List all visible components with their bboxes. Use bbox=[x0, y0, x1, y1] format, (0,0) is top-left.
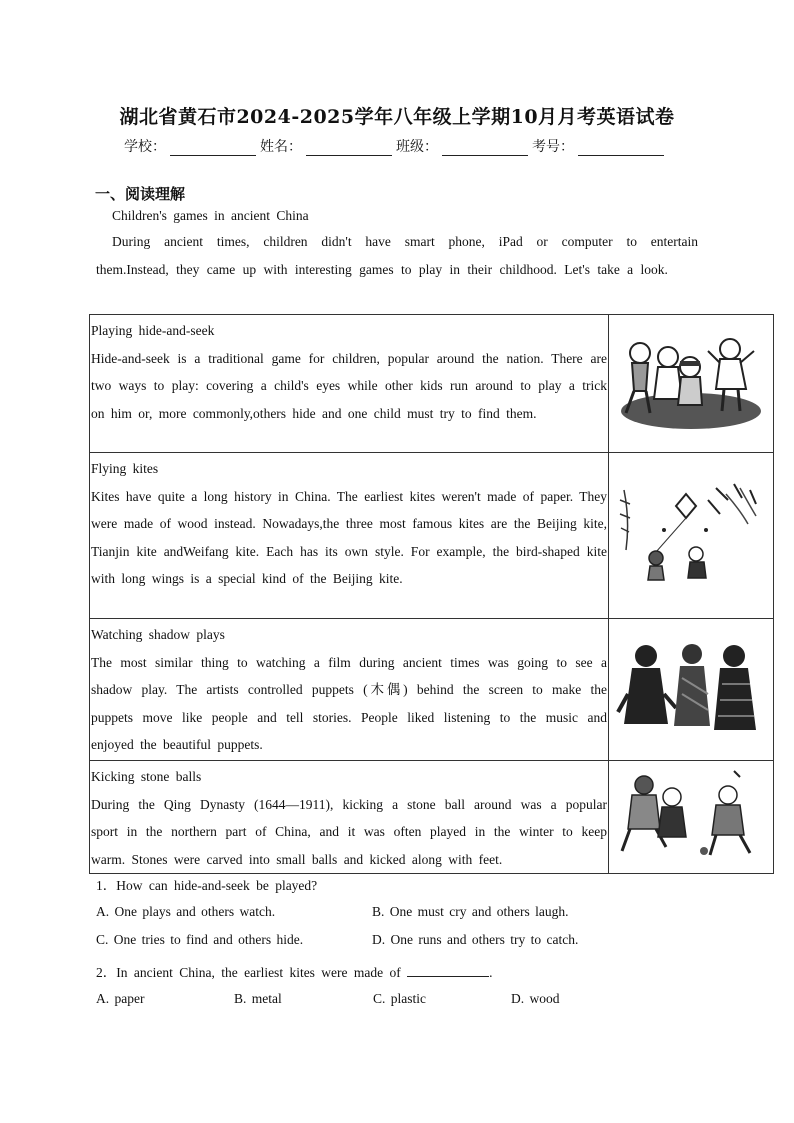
row-image-cell bbox=[609, 315, 774, 453]
answer-blank[interactable] bbox=[407, 964, 489, 977]
reading-table bbox=[89, 314, 774, 874]
question-1-option-a[interactable]: A. One plays and others watch. bbox=[96, 904, 276, 919]
question-1-option-d[interactable]: D. One runs and others try to catch. bbox=[372, 932, 579, 947]
question-2-stem bbox=[96, 961, 493, 981]
question-2-option-a[interactable]: A. paper bbox=[96, 991, 145, 1006]
row-heading: Flying kites bbox=[91, 461, 159, 476]
shadow-puppets-icon bbox=[609, 619, 773, 759]
row-body: During the Qing Dynasty (1644—1911), kicking a stone ball around was a popular sport in the northern part of China, and it was often played in the winter to keep warm. Stones were carved into small balls and kicked along with feet. bbox=[91, 796, 607, 867]
name-label: 姓名： bbox=[260, 139, 302, 155]
student-info-line bbox=[124, 136, 668, 156]
row-heading: Playing hide-and-seek bbox=[91, 323, 215, 338]
exam-title: 湖北省黄石市2024-2025学年八年级上学期10月月考英语试卷 bbox=[119, 106, 675, 128]
class-blank[interactable] bbox=[442, 141, 528, 156]
number-label: 考号： bbox=[532, 139, 574, 155]
class-label: 班级： bbox=[396, 139, 438, 155]
question-2-option-d[interactable]: D. wood bbox=[511, 991, 560, 1006]
name-blank[interactable] bbox=[306, 141, 392, 156]
number-blank[interactable] bbox=[578, 141, 664, 156]
stone-ball-kicking-icon bbox=[609, 761, 773, 869]
children-playing-icon bbox=[609, 315, 773, 451]
question-2-text: 2．In ancient China, the earliest kites were made of bbox=[96, 965, 408, 980]
question-1-option-c[interactable]: C. One tries to find and others hide. bbox=[96, 932, 304, 947]
row-heading: Kicking stone balls bbox=[91, 769, 202, 784]
table-row bbox=[90, 619, 774, 761]
row-text-cell bbox=[90, 619, 609, 761]
row-heading: Watching shadow plays bbox=[91, 627, 225, 642]
question-2-end: . bbox=[489, 965, 493, 980]
section-heading: 一、阅读理解 bbox=[95, 185, 186, 203]
question-1-option-b[interactable]: B. One must cry and others laugh. bbox=[372, 904, 569, 919]
question-2-option-c[interactable]: C. plastic bbox=[373, 991, 426, 1006]
row-image-cell bbox=[609, 453, 774, 619]
row-image-cell bbox=[609, 761, 774, 874]
question-2-option-b[interactable]: B. metal bbox=[234, 991, 282, 1006]
row-image-cell bbox=[609, 619, 774, 761]
row-body: The most similar thing to watching a film during ancient times was going to see a shadow play. The artists controlled puppets (木偶) behind the screen to make the puppets move like people and tell stories. People liked listening to the music and enjoyed the beautiful puppets. bbox=[91, 654, 607, 752]
table-row bbox=[90, 761, 774, 874]
table-row bbox=[90, 453, 774, 619]
row-text-cell bbox=[90, 315, 609, 453]
school-label: 学校： bbox=[124, 139, 166, 155]
question-1-stem: 1．How can hide-and-seek be played? bbox=[96, 878, 318, 893]
row-body: Hide-and-seek is a traditional game for children, popular around the nation. There are two ways to play: covering a child's eyes while other kids run around to play a trick on him or, more commonly,others hide and one child must try to find them. bbox=[91, 350, 607, 421]
row-text-cell bbox=[90, 761, 609, 874]
passage-title: Children's games in ancient China bbox=[112, 208, 309, 223]
passage-intro: During ancient times, children didn't have smart phone, iPad or computer to entertain them.Instead, they came up with interesting games to play in their childhood. Let's take a look. bbox=[96, 234, 698, 277]
kite-flying-icon bbox=[609, 453, 773, 617]
row-body: Kites have quite a long history in China. The earliest kites weren't made of paper. They were made of wood instead. Nowadays,the three most famous kites are the Beijing kite, Tianjin kite andWeifang kite. Each has its own style. For example, the bird-shaped kite with long wings is a special kind of the Beijing kite. bbox=[91, 488, 607, 586]
school-blank[interactable] bbox=[170, 141, 256, 156]
row-text-cell bbox=[90, 453, 609, 619]
table-row bbox=[90, 315, 774, 453]
